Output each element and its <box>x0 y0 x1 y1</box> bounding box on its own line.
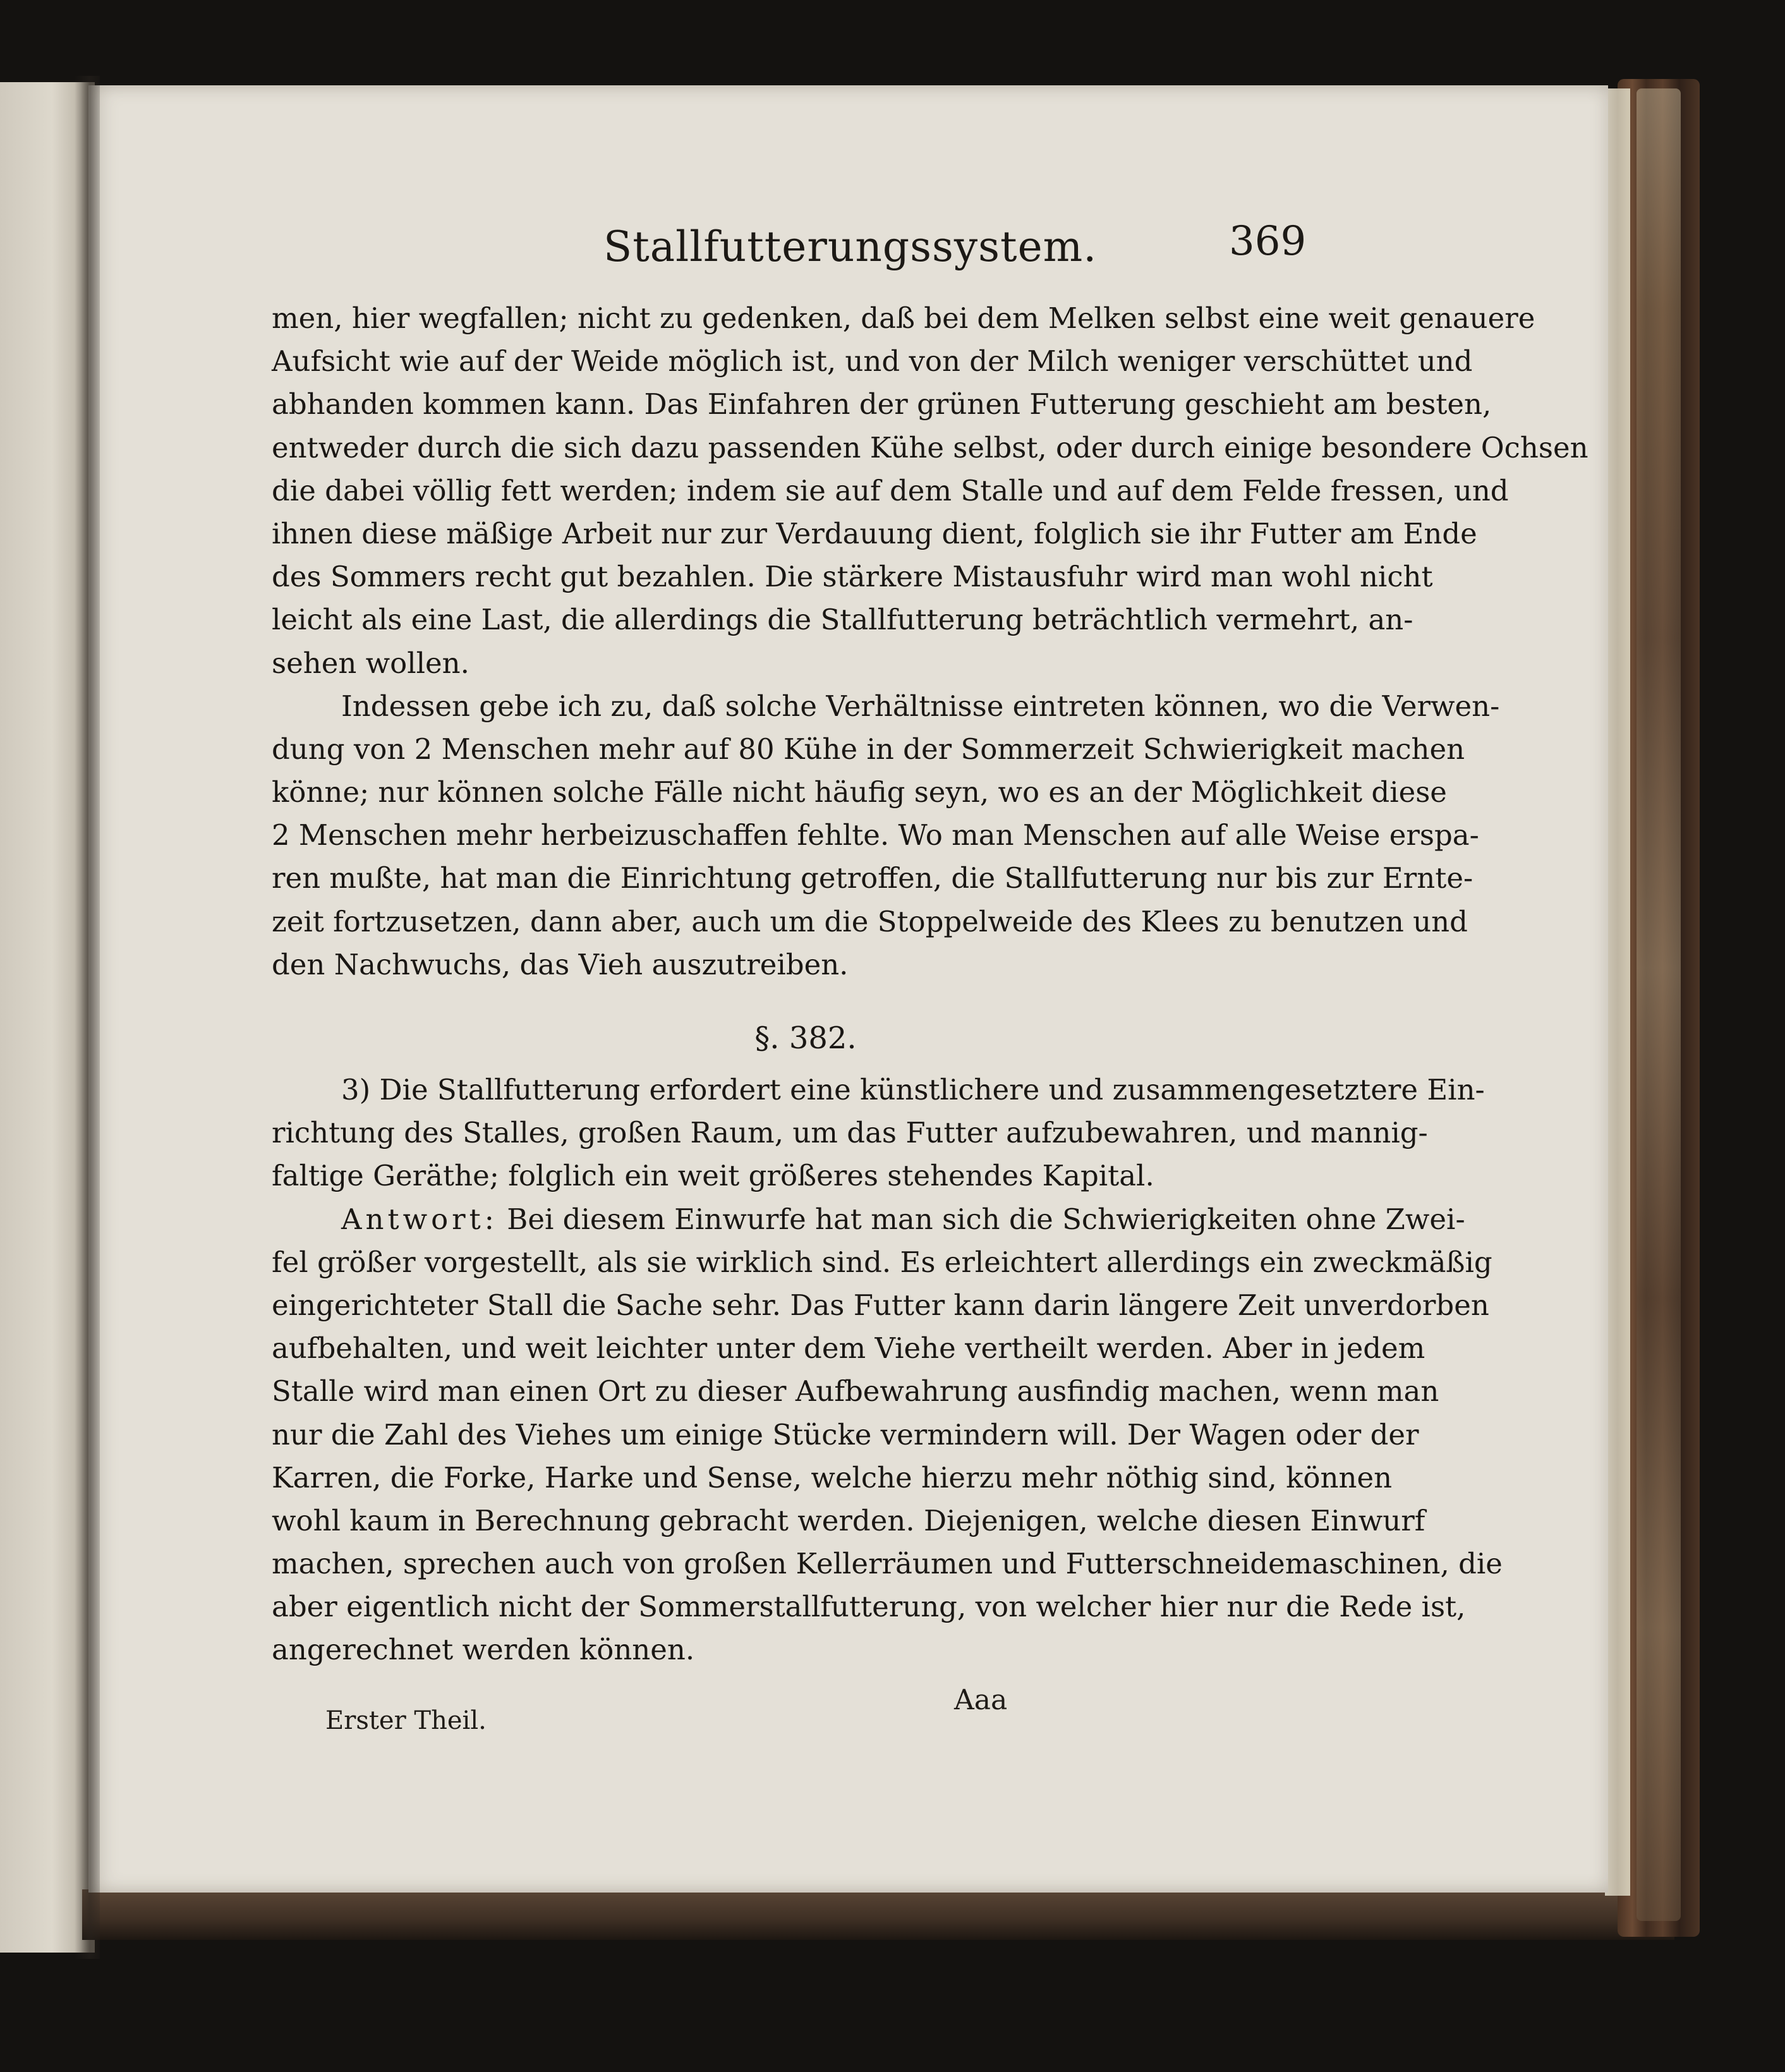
text-line: men, hier wegfallen; nicht zu gedenken, daß bei dem Melken selbst eine weit genauere <box>272 301 1535 335</box>
text-line: könne; nur können solche Fälle nicht häufig seyn, wo es an der Möglichkeit diese <box>272 775 1447 809</box>
catchword: Aaa <box>954 1684 1008 1716</box>
text-line: entweder durch die sich dazu passenden Kühe selbst, oder durch einige besondere Ochsen <box>272 430 1588 464</box>
text-line: aufbehalten, und weit leichter unter dem Viehe vertheilt werden. Aber in jedem <box>272 1331 1425 1366</box>
text-line: die dabei völlig fett werden; indem sie auf dem Stalle und auf dem Felde fressen, und <box>272 473 1509 507</box>
text-line: den Nachwuchs, das Vieh auszutreiben. <box>272 947 849 981</box>
text-line: eingerichteter Stall die Sache sehr. Das Futter kann darin längere Zeit unverdorben <box>272 1288 1489 1322</box>
text-line: faltige Geräthe; folglich ein weit größeres stehendes Kapital. <box>272 1159 1154 1193</box>
text-line: machen, sprechen auch von großen Kellerräumen und Futterschneidemaschinen, die <box>272 1547 1503 1581</box>
text-line: ihnen diese mäßige Arbeit nur zur Verdauung dient, folglich sie ihr Futter am Ende <box>272 516 1477 550</box>
paragraph-2 <box>272 685 1500 986</box>
text-line: des Sommers recht gut bezahlen. Die stärkere Mistausfuhr wird man wohl nicht <box>272 560 1433 594</box>
text-line: zeit fortzusetzen, dann aber, auch um die Stoppelweide des Klees zu benutzen und <box>272 904 1468 938</box>
text-line: nur die Zahl des Viehes um einige Stücke vermindern will. Der Wagen oder der <box>272 1417 1419 1451</box>
answer-first-line: Bei diesem Einwurfe hat man sich die Schwierigkeiten ohne Zwei- <box>507 1202 1465 1236</box>
running-title: Stallfutterungssystem. <box>603 222 1098 271</box>
answer-label: Antwort: <box>341 1202 498 1236</box>
page-body <box>272 297 1588 1672</box>
text-line: Aufsicht wie auf der Weide möglich ist, und von der Milch weniger verschüttet und <box>272 344 1473 379</box>
text-line <box>272 1198 1465 1241</box>
text-line: ren mußte, hat man die Einrichtung getroffen, die Stallfutterung nur bis zur Ernte- <box>272 861 1473 895</box>
book-cover-bottom <box>82 1889 1674 1940</box>
signature-mark: Erster Theil. <box>325 1706 487 1735</box>
text-line: leicht als eine Last, die allerdings die Stallfutterung beträchtlich vermehrt, an- <box>272 603 1413 637</box>
text-line: Karren, die Forke, Harke und Sense, welche hierzu mehr nöthig sind, können <box>272 1460 1393 1494</box>
text-line: Indessen gebe ich zu, daß solche Verhältnisse eintreten können, wo die Verwen- <box>341 689 1500 723</box>
text-line: dung von 2 Menschen mehr auf 80 Kühe in der Sommerzeit Schwierigkeit machen <box>272 732 1465 766</box>
text-line: 2 Menschen mehr herbeizuschaffen fehlte. Wo man Menschen auf alle Weise erspa- <box>272 818 1479 852</box>
text-line: 3) Die Stallfutterung erfordert eine künstlichere und zusammengesetztere Ein- <box>341 1073 1485 1106</box>
paragraph-3 <box>272 1069 1485 1198</box>
paragraph-1 <box>272 297 1588 685</box>
text-line: sehen wollen. <box>272 646 469 680</box>
text-line: aber eigentlich nicht der Sommerstallfutterung, von welcher hier nur die Rede ist, <box>272 1590 1466 1624</box>
text-line: Stalle wird man einen Ort zu dieser Aufbewahrung ausfindig machen, wenn man <box>272 1374 1439 1409</box>
text-line: fel größer vorgestellt, als sie wirklich sind. Es erleichtert allerdings ein zweckmäßig <box>272 1245 1492 1279</box>
page-number: 369 <box>1229 218 1307 265</box>
text-line: richtung des Stalles, großen Raum, um das Futter aufzubewahren, und mannig- <box>272 1116 1428 1150</box>
text-line: wohl kaum in Berechnung gebracht werden. Diejenigen, welche diesen Einwurf <box>272 1503 1425 1537</box>
text-line: angerechnet werden können. <box>272 1633 695 1667</box>
section-heading: §. 382. <box>754 1021 857 1056</box>
spine-shadow <box>75 76 100 1959</box>
section-gap <box>272 986 1314 1008</box>
text-line: abhanden kommen kann. Das Einfahren der grünen Futterung geschieht am besten, <box>272 387 1492 421</box>
page-edge-right <box>1605 88 1630 1896</box>
paragraph-4 <box>272 1198 1503 1672</box>
binding-wear <box>1637 88 1681 1921</box>
